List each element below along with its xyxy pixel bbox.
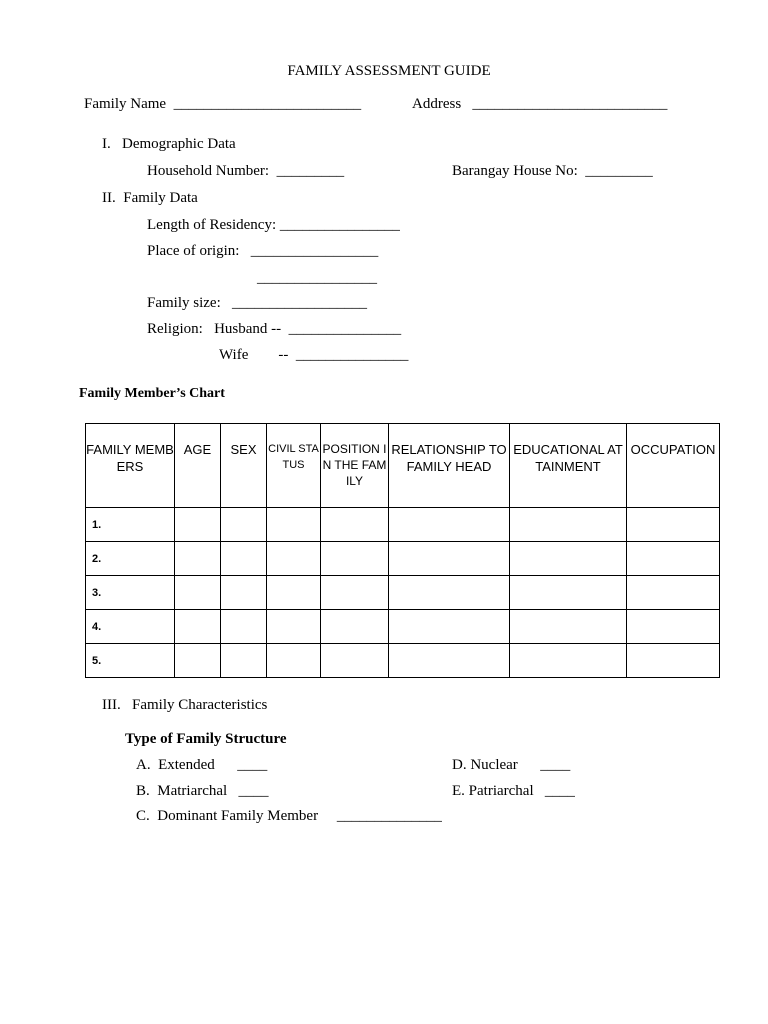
table-row bbox=[86, 542, 720, 576]
page-title: FAMILY ASSESSMENT GUIDE bbox=[287, 63, 491, 79]
section-demographic-heading: I. Demographic Data bbox=[102, 136, 236, 152]
family-name-field: Family Name _________________________ bbox=[84, 96, 362, 112]
table-cell bbox=[321, 542, 389, 576]
table-cell bbox=[321, 576, 389, 610]
table-cell bbox=[389, 644, 510, 678]
table-cell bbox=[221, 542, 267, 576]
table-row bbox=[86, 508, 720, 542]
table-cell bbox=[627, 542, 720, 576]
table-cell bbox=[175, 610, 221, 644]
table-cell bbox=[175, 576, 221, 610]
religion-husband-field: Religion: Husband -- _______________ bbox=[147, 321, 402, 337]
header-age: AGE bbox=[175, 424, 221, 508]
residency-field: Length of Residency: ________________ bbox=[147, 217, 400, 233]
family-members-table bbox=[85, 423, 720, 678]
header-occupation: OCCUPATION bbox=[627, 424, 720, 508]
row-number: 5. bbox=[86, 644, 175, 678]
table-cell bbox=[175, 644, 221, 678]
header-civil-status: CIVIL STATUS bbox=[267, 424, 321, 508]
table-cell bbox=[221, 644, 267, 678]
row-number: 3. bbox=[86, 576, 175, 610]
table-cell bbox=[510, 508, 627, 542]
table-cell bbox=[389, 610, 510, 644]
row-number: 1. bbox=[86, 508, 175, 542]
option-nuclear: D. Nuclear ____ bbox=[452, 757, 571, 773]
table-cell bbox=[627, 644, 720, 678]
table-cell bbox=[510, 610, 627, 644]
origin-field: Place of origin: _________________ bbox=[147, 243, 379, 259]
table-cell bbox=[321, 508, 389, 542]
table-cell bbox=[267, 644, 321, 678]
header-education: EDUCATIONAL ATTAINMENT bbox=[510, 424, 627, 508]
table-cell bbox=[627, 576, 720, 610]
table-cell bbox=[510, 576, 627, 610]
header-family-members: FAMILY MEMBERS bbox=[86, 424, 175, 508]
option-patriarchal: E. Patriarchal ____ bbox=[452, 783, 575, 799]
table-cell bbox=[627, 508, 720, 542]
table-cell bbox=[389, 576, 510, 610]
header-relationship: RELATIONSHIP TO FAMILY HEAD bbox=[389, 424, 510, 508]
option-extended: A. Extended ____ bbox=[136, 757, 268, 773]
table-cell bbox=[221, 508, 267, 542]
header-sex: SEX bbox=[221, 424, 267, 508]
table-cell bbox=[627, 610, 720, 644]
table-cell bbox=[221, 610, 267, 644]
table-cell bbox=[510, 644, 627, 678]
table-cell bbox=[267, 508, 321, 542]
option-dominant-member: C. Dominant Family Member ______________ bbox=[136, 808, 442, 824]
table-cell bbox=[389, 508, 510, 542]
option-matriarchal: B. Matriarchal ____ bbox=[136, 783, 269, 799]
table-header-row bbox=[86, 424, 720, 508]
row-number: 2. bbox=[86, 542, 175, 576]
religion-wife-field: Wife -- _______________ bbox=[219, 347, 409, 363]
table-cell bbox=[321, 610, 389, 644]
table-row bbox=[86, 610, 720, 644]
table-row bbox=[86, 644, 720, 678]
header-position: POSITION IN THE FAMILY bbox=[321, 424, 389, 508]
family-size-field: Family size: __________________ bbox=[147, 295, 367, 311]
section-family-data-heading: II. Family Data bbox=[102, 190, 198, 206]
table-cell bbox=[175, 542, 221, 576]
table-cell bbox=[389, 542, 510, 576]
table-cell bbox=[510, 542, 627, 576]
household-number-field: Household Number: _________ bbox=[147, 163, 345, 179]
origin-field-line2: ________________ bbox=[257, 270, 377, 286]
family-structure-heading: Type of Family Structure bbox=[125, 731, 287, 747]
section-characteristics-heading: III. Family Characteristics bbox=[102, 697, 268, 713]
chart-title: Family Member’s Chart bbox=[79, 386, 225, 401]
table-cell bbox=[321, 644, 389, 678]
table-row bbox=[86, 576, 720, 610]
table-cell bbox=[175, 508, 221, 542]
table-cell bbox=[221, 576, 267, 610]
table-cell bbox=[267, 576, 321, 610]
table-cell bbox=[267, 610, 321, 644]
table-cell bbox=[267, 542, 321, 576]
barangay-house-field: Barangay House No: _________ bbox=[452, 163, 653, 179]
address-field: Address __________________________ bbox=[412, 96, 668, 112]
row-number: 4. bbox=[86, 610, 175, 644]
